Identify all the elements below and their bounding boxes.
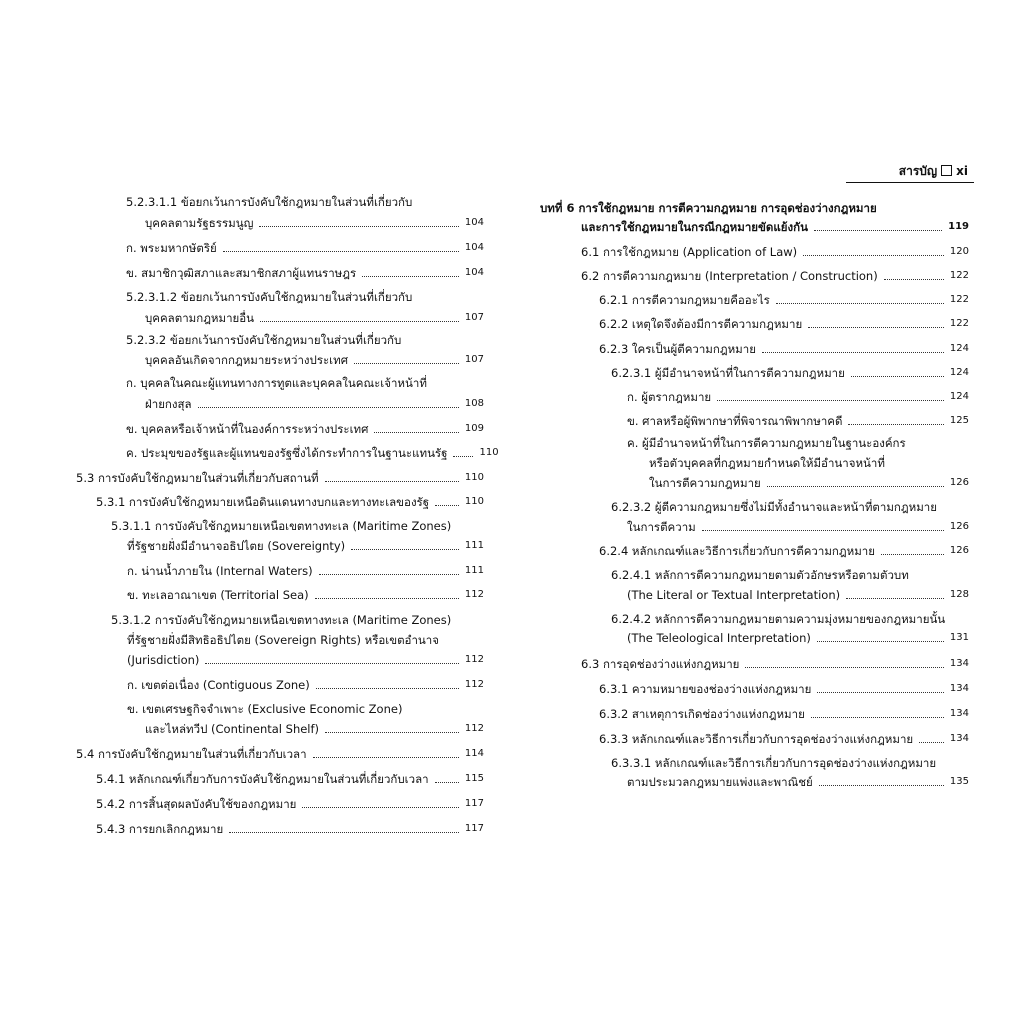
header-text [899,162,968,181]
toc-entry[interactable] [126,264,484,282]
leader-dots [313,757,459,758]
leader-dots [351,549,459,550]
toc-page-number: 128 [949,589,969,600]
toc-entry-label: 5.4.1 หลักเกณฑ์เกี่ยวกับการบังคับใช้กฎหมายในส่วนที่เกี่ยวกับเวลา [96,772,429,786]
toc-entry[interactable] [627,773,969,791]
toc-entry-line: ก. บุคคลในคณะผู้แทนทางการทูตและบุคคลในคณะเจ้าหน้าที่ [126,376,427,390]
toc-entry[interactable] [96,795,484,813]
toc-entry-label: และการใช้กฎหมายในกรณีกฎหมายขัดแย้งกัน [581,220,808,234]
toc-page-number: 112 [464,654,484,665]
toc-page-number: 108 [464,398,484,409]
toc-page-number: 111 [464,565,484,576]
leader-dots [817,641,944,642]
toc-entry[interactable] [76,745,484,763]
toc-entry-label: ก. เขตต่อเนื่อง (Contiguous Zone) [127,678,310,692]
leader-dots [435,505,459,506]
leader-dots [919,742,944,743]
toc-entry-label: ก. น่านน้ำภายใน (Internal Waters) [127,564,313,578]
chapter-heading-line: บทที่ 6 การใช้กฎหมาย การตีความกฎหมาย การอุดช่องว่างกฎหมาย [540,201,877,215]
toc-entry[interactable] [581,655,969,673]
toc-entry-label: ในการตีความ [627,520,696,534]
toc-entry[interactable] [627,586,969,604]
toc-page-number: 112 [464,589,484,600]
toc-entry-label: บุคคลอันเกิดจากกฎหมายระหว่างประเทศ [145,353,348,367]
toc-entry[interactable] [599,542,969,560]
toc-entry-label: (The Teleological Interpretation) [627,631,811,645]
toc-entry-line: 5.2.3.1.1 ข้อยกเว้นการบังคับใช้กฎหมายในส่วนที่เกี่ยวกับ [126,195,413,209]
toc-page-number: 109 [464,423,484,434]
toc-entry-line: 6.2.3.2 ผู้ตีความกฎหมายซึ่งไม่มีทั้งอำนาจและหน้าที่ตามกฎหมาย [611,500,937,514]
header-title: สารบัญ [898,164,938,178]
leader-dots [819,785,944,786]
toc-entry[interactable] [145,351,484,369]
toc-entry[interactable] [96,770,484,788]
leader-dots [717,400,944,401]
toc-entry-label: และไหล่ทวีป (Continental Shelf) [145,722,320,736]
toc-page-number: 124 [949,391,969,402]
leader-dots [846,598,944,599]
toc-page-number: 120 [949,246,969,257]
toc-entry-line: 5.3.1.1 การบังคับใช้กฎหมายเหนือเขตทางทะเล (Maritime Zones) [111,519,452,533]
toc-entry-line: 6.3.3.1 หลักเกณฑ์และวิธีการเกี่ยวกับการอุดช่องว่างแห่งกฎหมาย [611,756,937,770]
toc-page-number: 122 [949,294,969,305]
toc-entry[interactable] [76,469,484,487]
leader-dots [803,255,944,256]
toc-page-number: 122 [949,318,969,329]
toc-entry-label: 6.1 การใช้กฎหมาย (Application of Law) [581,245,798,259]
toc-entry[interactable] [599,730,969,748]
toc-page-number: 117 [464,823,484,834]
leader-dots [325,481,459,482]
toc-entry[interactable] [127,676,484,694]
toc-entry-label: ที่รัฐชายฝั่งมีอำนาจอธิปไตย (Sovereignty) [127,539,346,553]
toc-page-number: 124 [949,367,969,378]
toc-entry-label: (Jurisdiction) [127,653,200,667]
toc-entry[interactable] [127,651,484,669]
toc-entry-label: ในการตีความกฎหมาย [649,476,761,490]
toc-page-number: 126 [949,477,969,488]
toc-page-number: 115 [464,773,484,784]
toc-page-number: 131 [949,632,969,643]
toc-entry[interactable] [145,214,484,232]
toc-page-number: 107 [464,354,484,365]
toc-entry-label: 5.4.2 การสิ้นสุดผลบังคับใช้ของกฎหมาย [96,797,297,811]
toc-entry-label: 6.2 การตีความกฎหมาย (Interpretation / Construction) [581,269,878,283]
leader-dots [767,486,944,487]
toc-page-number: 134 [949,733,969,744]
leader-dots [884,279,944,280]
toc-entry-label: 5.3 การบังคับใช้กฎหมายในส่วนที่เกี่ยวกับสถานที่ [76,471,319,485]
toc-page-number: 124 [949,343,969,354]
toc-entry[interactable] [627,629,969,647]
leader-dots [762,352,944,353]
toc-entry[interactable] [599,705,969,723]
leader-dots [435,782,459,783]
toc-entry-line: ข. เขตเศรษฐกิจจำเพาะ (Exclusive Economic Zone) [127,702,403,716]
leader-dots [223,251,459,252]
toc-entry-label: (The Literal or Textual Interpretation) [627,588,841,602]
header-page-number: xi [956,164,968,178]
leader-dots [229,832,459,833]
leader-dots [808,327,944,328]
toc-entry-label: บุคคลตามรัฐธรรมนูญ [145,216,254,230]
toc-entry[interactable] [649,474,969,492]
leader-dots [881,554,944,555]
toc-entry-line: 6.2.4.2 หลักการตีความกฎหมายตามความมุ่งหมายของกฎหมายนั้น [611,612,946,626]
toc-entry-line: 5.2.3.2 ข้อยกเว้นการบังคับใช้กฎหมายในส่วนที่เกี่ยวกับ [126,333,402,347]
toc-entry[interactable] [599,340,969,358]
toc-entry[interactable] [126,239,484,257]
toc-entry-label: 6.2.3 ใครเป็นผู้ตีความกฎหมาย [599,342,756,356]
toc-page-number: 126 [949,521,969,532]
toc-entry-label: ข. สมาชิกวุฒิสภาและสมาชิกสภาผู้แทนราษฎร [126,266,357,280]
leader-dots [260,321,459,322]
toc-entry[interactable] [126,444,499,462]
toc-page-number: 134 [949,683,969,694]
leader-dots [814,230,942,231]
leader-dots [817,692,944,693]
toc-entry[interactable] [145,720,484,738]
toc-page-number: 112 [464,679,484,690]
toc-entry[interactable] [96,820,484,838]
leader-dots [745,667,943,668]
toc-entry-label: ข. ศาลหรือผู้พิพากษาที่พิจารณาพิพากษาคดี [627,414,843,428]
leader-dots [374,432,459,433]
toc-page-number: 134 [949,658,969,669]
leader-dots [319,574,459,575]
toc-page-number: 134 [949,708,969,719]
toc-entry-label: ก. พระมหากษัตริย์ [126,241,217,255]
toc-entry-label: 6.3.3 หลักเกณฑ์และวิธีการเกี่ยวกับการอุดช่องว่างแห่งกฎหมาย [599,732,914,746]
toc-entry-label: ฝ่ายกงสุล [145,397,192,411]
leader-dots [362,276,459,277]
toc-page-number: 122 [949,270,969,281]
toc-entry[interactable] [126,420,484,438]
toc-page-number: 110 [464,496,484,507]
leader-dots [848,424,943,425]
toc-entry-label: 5.4.3 การยกเลิกกฎหมาย [96,822,224,836]
toc-entry[interactable] [96,493,484,511]
toc-entry-line: หรือตัวบุคคลที่กฎหมายกำหนดให้มีอำนาจหน้าที่ [649,456,885,470]
toc-entry[interactable] [611,364,969,382]
leader-dots [302,807,458,808]
toc-page-number: 125 [949,415,969,426]
toc-page-number: 111 [464,540,484,551]
toc-entry-label: 5.4 การบังคับใช้กฎหมายในส่วนที่เกี่ยวกับเวลา [76,747,307,761]
toc-entry-label: 6.2.3.1 ผู้มีอำนาจหน้าที่ในการตีความกฎหมาย [611,366,845,380]
toc-entry-line: 5.2.3.1.2 ข้อยกเว้นการบังคับใช้กฎหมายในส่วนที่เกี่ยวกับ [126,290,413,304]
toc-entry-label: 6.2.2 เหตุใดจึงต้องมีการตีความกฎหมาย [599,317,803,331]
leader-dots [702,530,944,531]
leader-dots [776,303,944,304]
toc-page-number: 126 [949,545,969,556]
page-header [846,160,974,183]
toc-entry[interactable] [599,315,969,333]
toc-page-number: 110 [464,472,484,483]
leader-dots [811,717,944,718]
leader-dots [851,376,944,377]
leader-dots [325,732,459,733]
toc-page-number: 114 [464,748,484,759]
toc-entry-line: ที่รัฐชายฝั่งมีสิทธิอธิปไตย (Sovereign Rights) หรือเขตอำนาจ [127,633,439,647]
toc-entry[interactable] [627,412,969,430]
leader-dots [198,407,459,408]
toc-page-number: 104 [464,242,484,253]
toc-entry-label: 6.3.2 สาเหตุการเกิดช่องว่างแห่งกฎหมาย [599,707,805,721]
leader-dots [316,688,459,689]
toc-entry-label: ตามประมวลกฎหมายแพ่งและพาณิชย์ [627,775,813,789]
leader-dots [453,456,473,457]
toc-entry[interactable] [599,291,969,309]
leader-dots [205,663,458,664]
toc-entry-line: 5.3.1.2 การบังคับใช้กฎหมายเหนือเขตทางทะเล (Maritime Zones) [111,613,452,627]
square-icon [941,165,952,176]
toc-entry-label: ข. ทะเลอาณาเขต (Territorial Sea) [127,588,309,602]
toc-entry[interactable] [127,586,484,604]
toc-entry-label: บุคคลตามกฎหมายอื่น [145,311,255,325]
toc-entry[interactable] [581,267,969,285]
toc-entry-label: 6.3 การอุดช่องว่างแห่งกฎหมาย [581,657,740,671]
toc-entry-line: 6.2.4.1 หลักการตีความกฎหมายตามตัวอักษรหรือตามตัวบท [611,568,909,582]
toc-entry[interactable] [627,518,969,536]
toc-entry[interactable] [145,395,484,413]
toc-page-number: 104 [464,267,484,278]
toc-entry-label: 6.3.1 ความหมายของช่องว่างแห่งกฎหมาย [599,682,812,696]
toc-entry[interactable] [127,537,484,555]
toc-entry[interactable] [581,218,969,236]
toc-entry[interactable] [581,243,969,261]
toc-entry[interactable] [127,562,484,580]
toc-page-number: 119 [948,221,969,232]
toc-entry-label: ข. บุคคลหรือเจ้าหน้าที่ในองค์การระหว่างประเทศ [126,422,369,436]
leader-dots [259,226,459,227]
toc-page-number: 110 [479,447,499,458]
leader-dots [315,598,459,599]
toc-entry[interactable] [145,309,484,327]
toc-page-number: 104 [464,217,484,228]
toc-entry-label: ก. ผู้ตรากฎหมาย [627,390,712,404]
toc-entry[interactable] [627,388,969,406]
toc-entry-line: ค. ผู้มีอำนาจหน้าที่ในการตีความกฎหมายในฐานะองค์กร [627,436,906,450]
toc-page-number: 117 [464,798,484,809]
toc-entry-label: 5.3.1 การบังคับใช้กฎหมายเหนือดินแดนทางบกและทางทะเลของรัฐ [96,495,430,509]
toc-page-number: 107 [464,312,484,323]
toc-page-number: 112 [464,723,484,734]
toc-page-number: 135 [949,776,969,787]
toc-entry-label: 6.2.4 หลักเกณฑ์และวิธีการเกี่ยวกับการตีความกฎหมาย [599,544,875,558]
toc-entry-label: 6.2.1 การตีความกฎหมายคืออะไร [599,293,770,307]
toc-entry-label: ค. ประมุขของรัฐและผู้แทนของรัฐซึ่งได้กระทำการในฐานะแทนรัฐ [126,446,448,460]
leader-dots [354,363,459,364]
toc-entry[interactable] [599,680,969,698]
